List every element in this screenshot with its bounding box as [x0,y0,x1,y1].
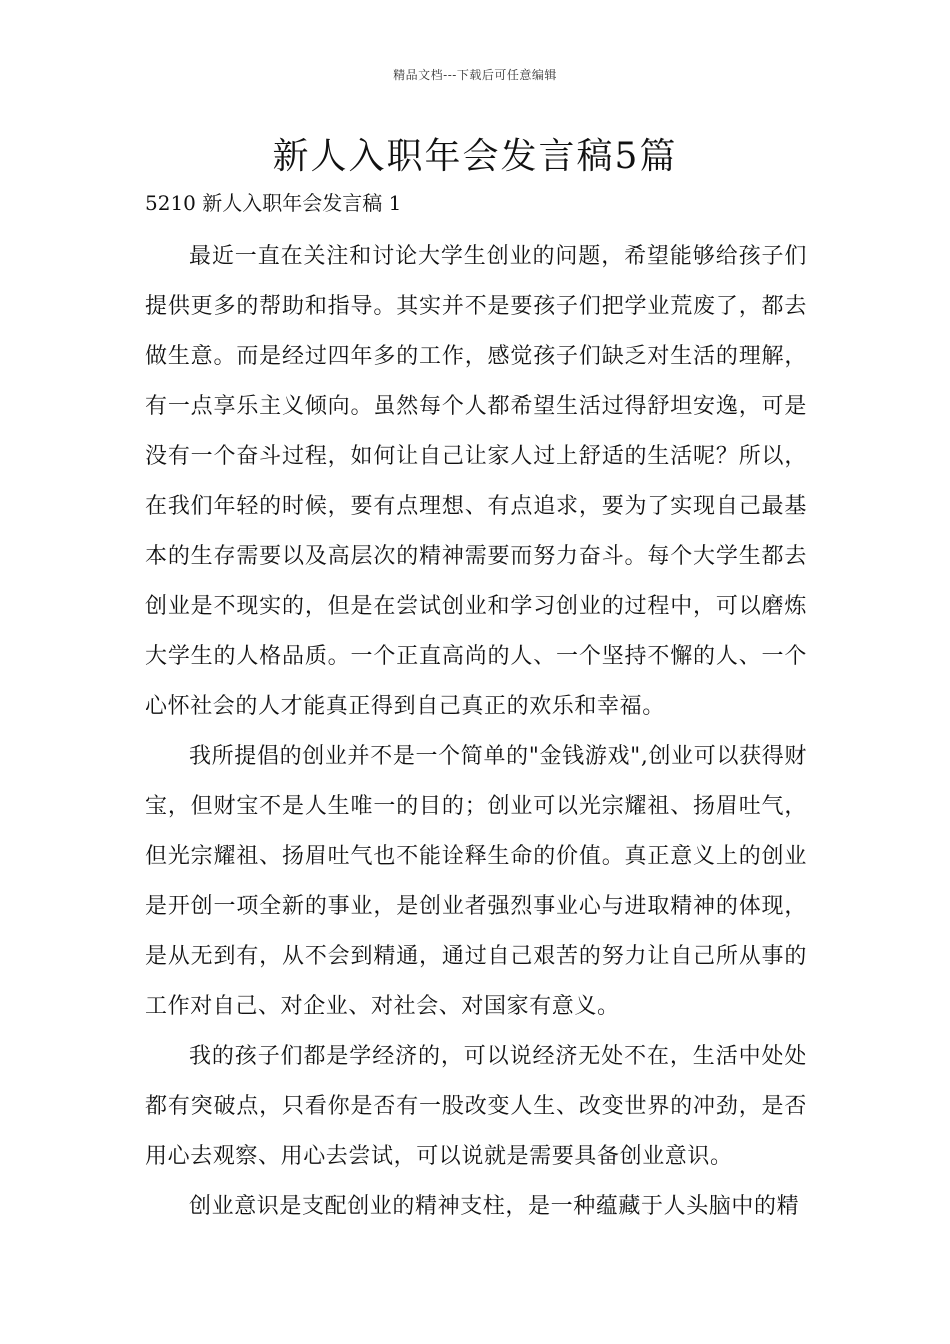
document-body [145,232,807,1232]
paragraph: 创业意识是支配创业的精神支柱，是一种蕴藏于人头脑中的精 [189,1194,800,1219]
paragraph: 最近一直在关注和讨论大学生创业的问题，希望能够给孩子们提供更多的帮助和指导。其实并不是要孩子们把学业荒废了，都去做生意。而是经过四年多的工作，感觉孩子们缺乏对生活的理解，有一点享乐主义倾向。虽然每个人都希望生活过得舒坦安逸，可是没有一个奋斗过程，如何让自己让家人过上舒适的生活呢？所以，在我们年轻的时候，要有点理想、有点追求，要为了实现自己最基本的生存需要以及高层次的精神需要而努力奋斗。每个大学生都去创业是不现实的，但是在尝试创业和学习创业的过程中，可以磨炼大学生的人格品质。一个正直高尚的人、一个坚持不懈的人、一个心怀社会的人才能真正得到自己真正的欢乐和幸福。 [145,244,807,719]
page-header: 精品文档---下载后可任意编辑 [393,68,557,82]
paragraph: 我所提倡的创业并不是一个简单的"金钱游戏",创业可以获得财宝，但财宝不是人生唯一的目的；创业可以光宗耀祖、扬眉吐气，但光宗耀祖、扬眉吐气也不能诠释生命的价值。真正意义上的创业是开创一项全新的事业，是创业者强烈事业心与进取精神的体现，是从无到有，从不会到精通，通过自己艰苦的努力让自己所从事的工作对自己、对企业、对社会、对国家有意义。 [145,744,807,1019]
document-title: 新人入职年会发言稿5篇 [272,136,678,177]
document-subtitle: 5210 新人入职年会发言稿 1 [145,191,402,215]
paragraph: 我的孩子们都是学经济的，可以说经济无处不在，生活中处处都有突破点，只看你是否有一股改变人生、改变世界的冲劲，是否用心去观察、用心去尝试，可以说就是需要具备创业意识。 [145,1044,807,1169]
